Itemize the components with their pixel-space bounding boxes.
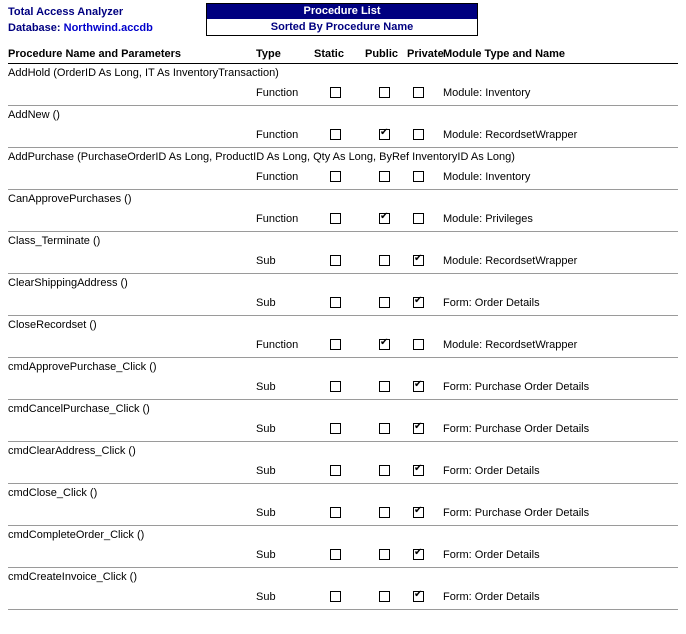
module-name: Module: Inventory <box>443 87 531 99</box>
public-checkbox[interactable] <box>379 171 390 182</box>
static-checkbox[interactable] <box>330 87 341 98</box>
procedure-type: Sub <box>256 549 276 561</box>
report-subtitle: Sorted By Procedure Name <box>207 19 477 35</box>
database-label: Database: <box>8 22 61 34</box>
procedure-signature: ClearShippingAddress () <box>8 277 128 289</box>
public-checkbox[interactable] <box>379 381 390 392</box>
procedure-type: Sub <box>256 255 276 267</box>
database-line <box>8 22 153 34</box>
public-checkbox[interactable] <box>379 507 390 518</box>
column-header-module: Module Type and Name <box>443 48 566 60</box>
private-checkbox[interactable] <box>413 465 424 476</box>
module-name: Form: Purchase Order Details <box>443 381 590 393</box>
module-name: Form: Purchase Order Details <box>443 423 590 435</box>
module-name: Module: Inventory <box>443 171 531 183</box>
public-checkbox[interactable] <box>379 339 390 350</box>
procedure-type: Function <box>256 171 299 183</box>
procedure-signature: cmdCreateInvoice_Click () <box>8 571 137 583</box>
table-row <box>8 442 678 484</box>
procedure-type: Function <box>256 129 299 141</box>
procedure-type: Function <box>256 339 299 351</box>
private-checkbox[interactable] <box>413 507 424 518</box>
module-name: Module: RecordsetWrapper <box>443 129 578 141</box>
procedure-signature: CanApprovePurchases () <box>8 193 132 205</box>
report-banner <box>206 3 478 36</box>
procedure-signature: AddNew () <box>8 109 60 121</box>
table-row <box>8 316 678 358</box>
table-row <box>8 358 678 400</box>
table-row <box>8 274 678 316</box>
static-checkbox[interactable] <box>330 465 341 476</box>
column-header-static: Static <box>314 48 344 60</box>
procedure-signature: Class_Terminate () <box>8 235 101 247</box>
public-checkbox[interactable] <box>379 423 390 434</box>
column-header-type: Type <box>256 48 281 60</box>
public-checkbox[interactable] <box>379 213 390 224</box>
procedure-type: Function <box>256 87 299 99</box>
table-row <box>8 568 678 610</box>
procedure-type: Sub <box>256 465 276 477</box>
module-name: Form: Order Details <box>443 297 540 309</box>
table-row <box>8 64 678 106</box>
procedure-type: Sub <box>256 423 276 435</box>
static-checkbox[interactable] <box>330 507 341 518</box>
private-checkbox[interactable] <box>413 171 424 182</box>
procedure-signature: cmdCancelPurchase_Click () <box>8 403 150 415</box>
table-row <box>8 526 678 568</box>
static-checkbox[interactable] <box>330 129 341 140</box>
private-checkbox[interactable] <box>413 549 424 560</box>
static-checkbox[interactable] <box>330 255 341 266</box>
procedure-signature: CloseRecordset () <box>8 319 97 331</box>
module-name: Form: Order Details <box>443 591 540 603</box>
static-checkbox[interactable] <box>330 171 341 182</box>
procedure-type: Sub <box>256 381 276 393</box>
procedure-list <box>8 64 678 610</box>
procedure-signature: cmdClose_Click () <box>8 487 98 499</box>
procedure-signature: cmdClearAddress_Click () <box>8 445 136 457</box>
table-row <box>8 484 678 526</box>
procedure-type: Sub <box>256 507 276 519</box>
procedure-type: Sub <box>256 297 276 309</box>
column-header-private: Private <box>407 48 444 60</box>
public-checkbox[interactable] <box>379 297 390 308</box>
public-checkbox[interactable] <box>379 129 390 140</box>
static-checkbox[interactable] <box>330 297 341 308</box>
module-name: Form: Order Details <box>443 549 540 561</box>
procedure-type: Function <box>256 213 299 225</box>
database-name: Northwind.accdb <box>63 22 153 34</box>
procedure-signature: AddPurchase (PurchaseOrderID As Long, ProductID As Long, Qty As Long, ByRef InventoryID As Long) <box>8 151 515 163</box>
public-checkbox[interactable] <box>379 255 390 266</box>
app-title: Total Access Analyzer <box>8 6 124 18</box>
private-checkbox[interactable] <box>413 255 424 266</box>
public-checkbox[interactable] <box>379 465 390 476</box>
private-checkbox[interactable] <box>413 87 424 98</box>
module-name: Module: RecordsetWrapper <box>443 339 578 351</box>
private-checkbox[interactable] <box>413 381 424 392</box>
private-checkbox[interactable] <box>413 423 424 434</box>
table-row <box>8 400 678 442</box>
private-checkbox[interactable] <box>413 591 424 602</box>
public-checkbox[interactable] <box>379 549 390 560</box>
private-checkbox[interactable] <box>413 129 424 140</box>
table-row <box>8 148 678 190</box>
static-checkbox[interactable] <box>330 591 341 602</box>
column-header-row <box>8 46 678 64</box>
column-header-procedure: Procedure Name and Parameters <box>8 48 182 60</box>
table-row <box>8 106 678 148</box>
static-checkbox[interactable] <box>330 423 341 434</box>
table-row <box>8 190 678 232</box>
static-checkbox[interactable] <box>330 213 341 224</box>
static-checkbox[interactable] <box>330 549 341 560</box>
module-name: Module: RecordsetWrapper <box>443 255 578 267</box>
column-header-public: Public <box>365 48 399 60</box>
report-title: Procedure List <box>207 4 477 19</box>
public-checkbox[interactable] <box>379 591 390 602</box>
private-checkbox[interactable] <box>413 213 424 224</box>
module-name: Form: Order Details <box>443 465 540 477</box>
report-header <box>0 0 686 46</box>
module-name: Form: Purchase Order Details <box>443 507 590 519</box>
static-checkbox[interactable] <box>330 339 341 350</box>
private-checkbox[interactable] <box>413 297 424 308</box>
procedure-signature: cmdCompleteOrder_Click () <box>8 529 145 541</box>
procedure-type: Sub <box>256 591 276 603</box>
private-checkbox[interactable] <box>413 339 424 350</box>
module-name: Module: Privileges <box>443 213 533 225</box>
procedure-signature: cmdApprovePurchase_Click () <box>8 361 157 373</box>
procedure-signature: AddHold (OrderID As Long, IT As InventoryTransaction) <box>8 67 279 79</box>
table-row <box>8 232 678 274</box>
public-checkbox[interactable] <box>379 87 390 98</box>
static-checkbox[interactable] <box>330 381 341 392</box>
